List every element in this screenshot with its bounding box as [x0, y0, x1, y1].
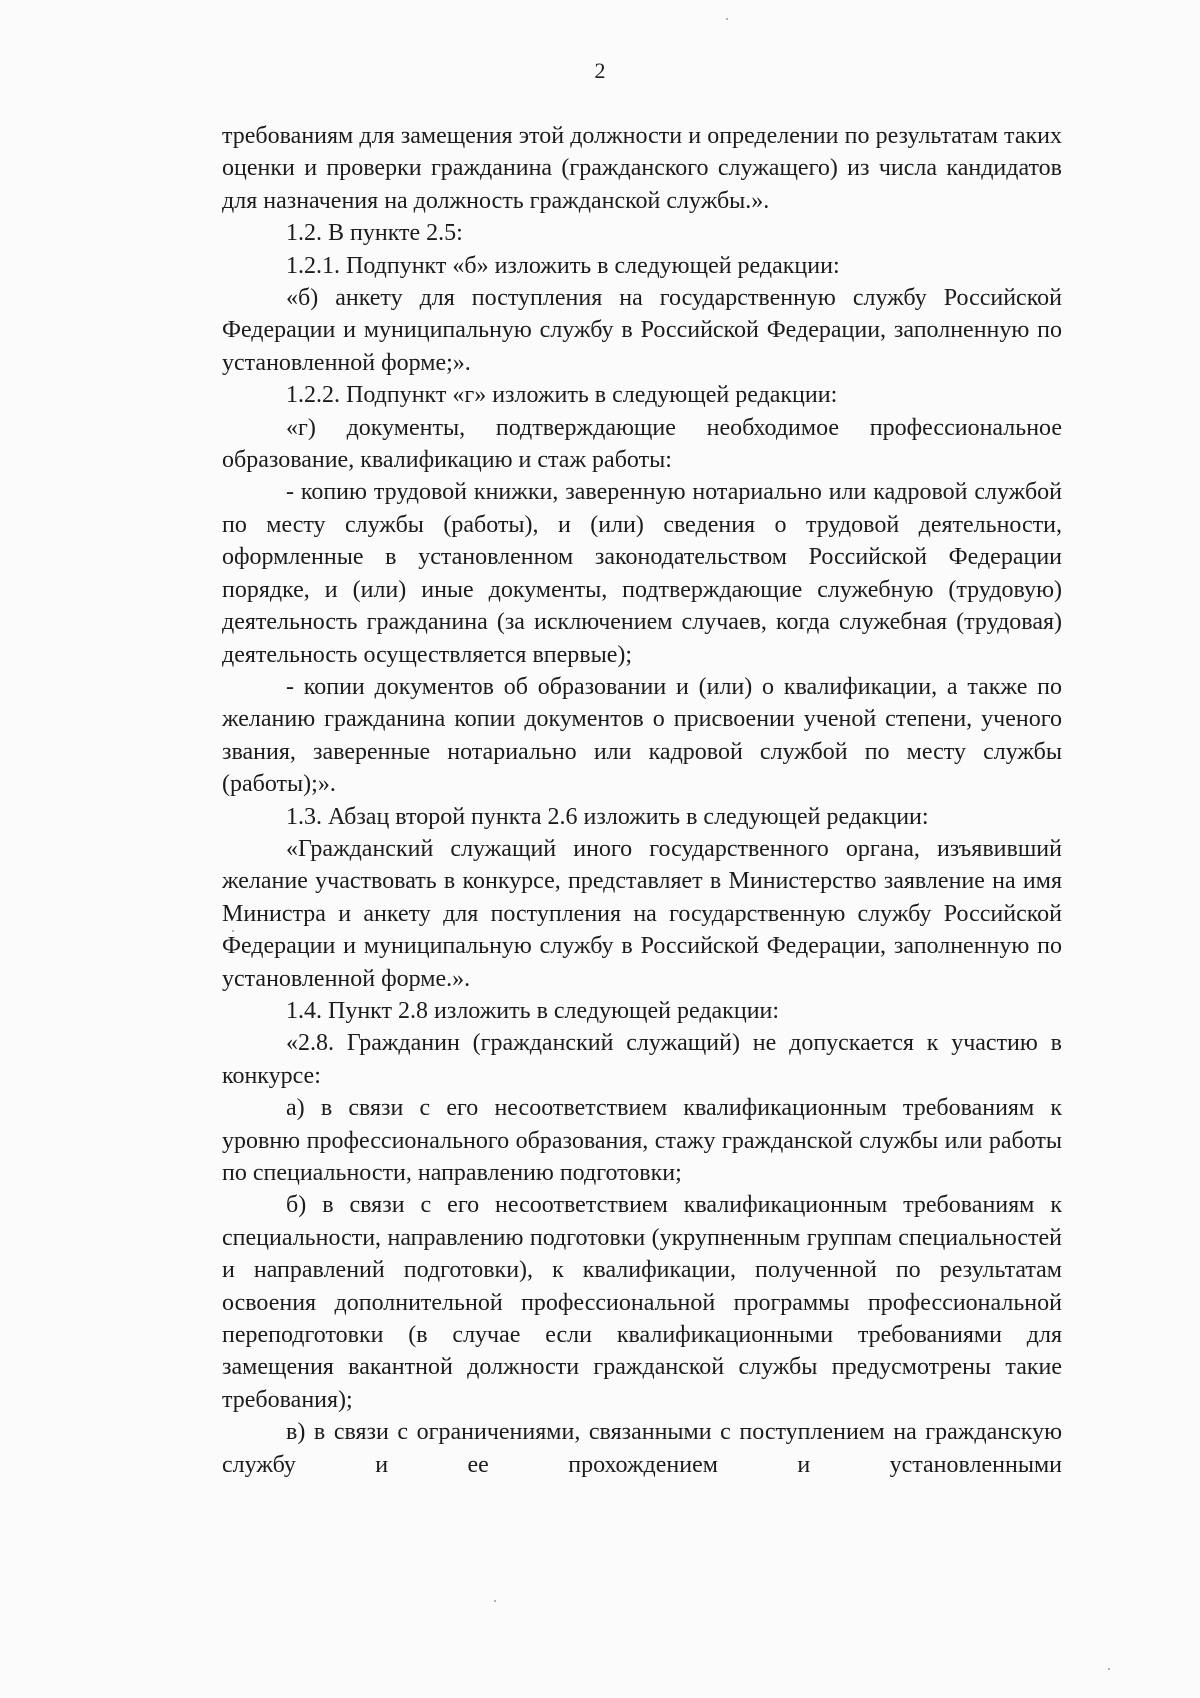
paragraph: б) в связи с его несоответствием квалификационным требованиям к специальности, направлению подготовки (укрупненным группам специальностей и направлений подготовки), к квалификации, полученной по результатам освоения дополнительной профессиональной программы профессиональной переподготовки (в случае если квалификационными требованиями для замещения вакантной должности гражданской службы предусмотрены такие требования);	[222, 1192, 1062, 1413]
paragraph: «б) анкету для поступления на государственную службу Российской Федерации и муниципальную службу в Российской Федерации, заполненную по установленной форме;».	[222, 285, 1062, 376]
document-body	[222, 120, 1062, 1481]
paragraph: требованиям для замещения этой должности и определении по результатам таких оценки и проверки гражданина (гражданского служащего) из числа кандидатов для назначения на должность гражданской службы.».	[222, 123, 1062, 214]
paragraph: «г) документы, подтверждающие необходимое профессиональное образование, квалификацию и стаж работы:	[222, 414, 1062, 474]
paragraph: 1.3. Абзац второй пункта 2.6 изложить в следующей редакции:	[286, 803, 929, 830]
scan-speck	[232, 930, 234, 932]
paragraph: - копию трудовой книжки, заверенную нотариально или кадровой службой по месту службы (работы), и (или) сведения о трудовой деятельности, оформленные в установленном законодательством Российской Федерации порядке, и (или) иные документы, подтверждающие служебную (трудовую) деятельность гражданина (за исключением случаев, когда служебная (трудовая) деятельность осуществляется впервые);	[222, 479, 1062, 668]
paragraph: «Гражданский служащий иного государственного органа, изъявивший желание участвовать в конкурсе, представляет в Министерство заявление на имя Министра и анкету для поступления на государственную службу Российской Федерации и муниципальную службу в Российской Федерации, заполненную по установленной форме.».	[222, 835, 1062, 992]
paragraph: 1.4. Пункт 2.8 изложить в следующей редакции:	[286, 997, 780, 1024]
paragraph: 1.2.1. Подпункт «б» изложить в следующей редакции:	[286, 252, 840, 279]
scan-speck	[494, 1600, 496, 1602]
scan-speck	[1108, 1668, 1110, 1670]
paragraph: - копии документов об образовании и (или) о квалификации, а также по желанию гражданина копии документов о присвоении ученой степени, ученого звания, заверенные нотариально или кадровой службой по месту службы (работы);».	[222, 673, 1062, 798]
paragraph: а) в связи с его несоответствием квалификационным требованиям к уровню профессионального образования, стажу гражданской службы или работы по специальности, направлению подготовки;	[222, 1095, 1062, 1186]
paragraph: 1.2.2. Подпункт «г» изложить в следующей редакции:	[286, 382, 838, 409]
scan-speck	[726, 18, 728, 20]
paragraph: «2.8. Гражданин (гражданский служащий) не допускается к участию в конкурсе:	[222, 1030, 1062, 1089]
paragraph: 1.2. В пункте 2.5:	[286, 220, 463, 247]
page-number: 2	[594, 58, 606, 83]
paragraph: в) в связи с ограничениями, связанными с поступлением на гражданскую службу и ее прохождением и установленными	[222, 1419, 1062, 1478]
